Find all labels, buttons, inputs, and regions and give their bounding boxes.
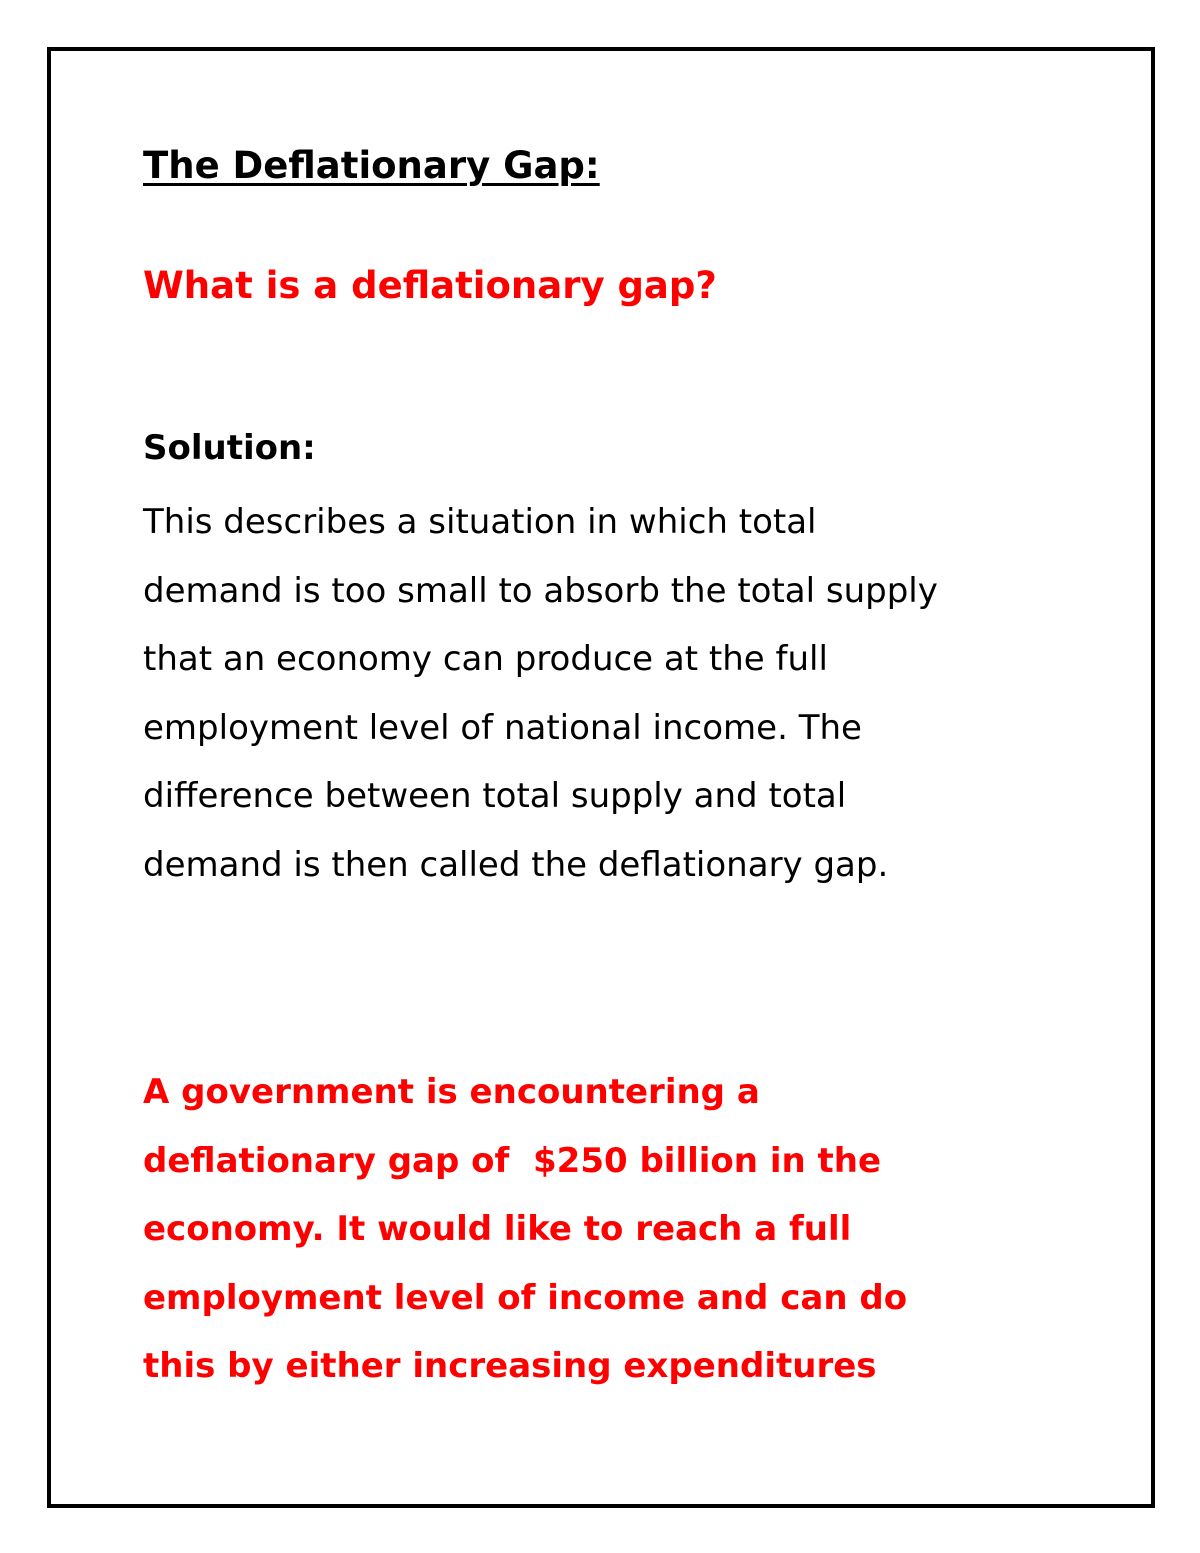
solution-label: Solution: <box>143 428 316 468</box>
problem-line: employment level of income and can do <box>143 1277 908 1318</box>
problem-statement <box>143 1058 907 1401</box>
problem-line: this by either increasing expenditures <box>143 1346 877 1386</box>
document-title: The Deflationary Gap: <box>143 144 600 187</box>
solution-line: demand is too small to absorb the total supply <box>143 570 938 611</box>
document-content <box>143 138 1093 1386</box>
solution-line: This describes a situation in which total <box>143 502 817 542</box>
problem-line: economy. It would like to reach a full <box>143 1209 852 1249</box>
solution-line: employment level of national income. The <box>143 707 862 748</box>
problem-line: deflationary gap of $250 billion in the <box>143 1140 882 1181</box>
solution-line: difference between total supply and total <box>143 776 847 816</box>
problem-line: A government is encountering a <box>143 1072 760 1112</box>
solution-line: demand is then called the deflationary gap. <box>143 844 889 885</box>
solution-paragraph <box>143 488 938 899</box>
solution-line: that an economy can produce at the full <box>143 639 828 679</box>
question-heading: What is a deflationary gap? <box>143 264 717 307</box>
